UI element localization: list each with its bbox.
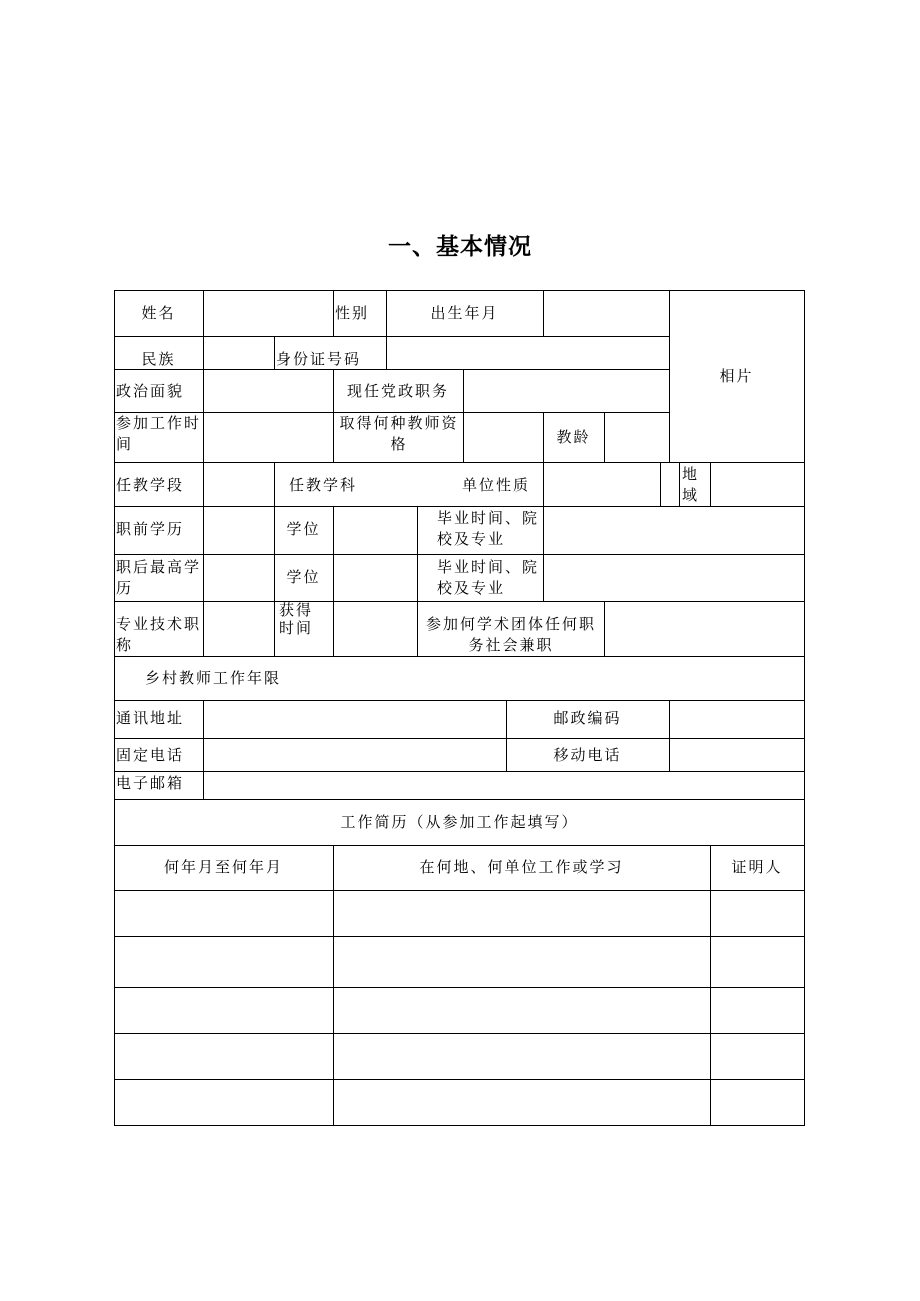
gender-label: 性别: [335, 304, 370, 322]
degree-label: 学位: [286, 520, 321, 538]
table-rule: [203, 290, 204, 336]
table-rule: [114, 506, 805, 507]
mobile-label: 移动电话: [553, 746, 622, 764]
obtained-time-label: 获得时间: [278, 601, 313, 637]
grad-info-label: 毕业时间、院校及专业: [437, 558, 540, 597]
resume-col-witness: 证明人: [731, 858, 783, 876]
table-rule: [203, 336, 204, 369]
table-rule: [543, 506, 544, 601]
table-rule: [114, 700, 805, 701]
table-rule: [417, 506, 418, 656]
teacher-qualification-label: 取得何种教师资格: [339, 414, 459, 453]
table-rule: [604, 412, 605, 462]
email-label: 电子邮箱: [116, 774, 185, 792]
name-label: 姓名: [141, 304, 176, 322]
table-rule: [669, 700, 670, 771]
address-label: 通讯地址: [116, 709, 185, 727]
degree-label: 学位: [286, 568, 321, 586]
table-rule: [114, 771, 805, 772]
table-rule: [804, 290, 805, 1126]
table-rule: [114, 799, 805, 800]
table-rule: [114, 601, 805, 602]
table-rule: [203, 700, 204, 799]
table-rule: [660, 462, 661, 506]
birth-label: 出生年月: [430, 304, 499, 322]
table-rule: [114, 1125, 805, 1126]
table-rule: [679, 462, 680, 506]
pre-job-education-label: 职前学历: [116, 520, 185, 538]
table-row[interactable]: [115, 891, 804, 936]
table-rule: [114, 845, 805, 846]
table-rule: [114, 336, 670, 337]
post-job-education-label: 职后最高学历: [116, 558, 202, 597]
table-rule: [333, 506, 334, 656]
rural-years-label: 乡村教师工作年限: [145, 669, 282, 687]
table-rule: [333, 290, 334, 336]
table-rule: [274, 336, 275, 369]
teaching-stage-label: 任教学段: [116, 476, 185, 494]
page-title: 一、基本情况: [388, 234, 532, 260]
table-row[interactable]: [115, 988, 804, 1033]
table-row[interactable]: [115, 1080, 804, 1125]
teaching-subject-label: 任教学科: [289, 476, 358, 494]
id-number-label: 身份证号码: [276, 350, 362, 368]
start-work-time-label: 参加工作时间: [116, 414, 202, 453]
academic-posts-label: 参加何学术团体任何职务社会兼职: [425, 615, 596, 654]
table-rule: [114, 462, 805, 463]
teaching-years-label: 教龄: [556, 428, 591, 446]
table-rule: [114, 290, 805, 291]
resume-col-period: 何年月至何年月: [163, 858, 283, 876]
table-rule: [274, 462, 275, 506]
unit-nature-label: 单位性质: [462, 476, 531, 494]
resume-title: 工作简历（从参加工作起填写）: [340, 813, 579, 831]
table-rule: [543, 290, 544, 336]
table-rule: [203, 369, 204, 412]
table-rule: [386, 336, 387, 369]
table-row[interactable]: [115, 937, 804, 987]
table-rule: [114, 554, 805, 555]
ethnicity-label: 民族: [141, 350, 176, 368]
region-label: 地域: [682, 465, 698, 504]
table-rule: [543, 462, 544, 506]
table-rule: [114, 738, 805, 739]
professional-title-label: 专业技术职称: [116, 615, 202, 654]
resume-col-place: 在何地、何单位工作或学习: [419, 858, 624, 876]
table-rule: [463, 369, 464, 412]
table-row[interactable]: [115, 1034, 804, 1079]
table-rule: [114, 656, 805, 657]
political-status-label: 政治面貌: [116, 382, 185, 400]
photo-label: 相片: [719, 367, 754, 385]
landline-label: 固定电话: [116, 746, 185, 764]
table-rule: [710, 462, 711, 506]
table-rule: [203, 462, 204, 506]
grad-info-label: 毕业时间、院校及专业: [437, 509, 540, 548]
table-rule: [604, 601, 605, 656]
postal-code-label: 邮政编码: [553, 709, 622, 727]
table-rule: [463, 412, 464, 462]
table-rule: [333, 412, 334, 462]
current-party-post-label: 现任党政职务: [346, 382, 449, 400]
